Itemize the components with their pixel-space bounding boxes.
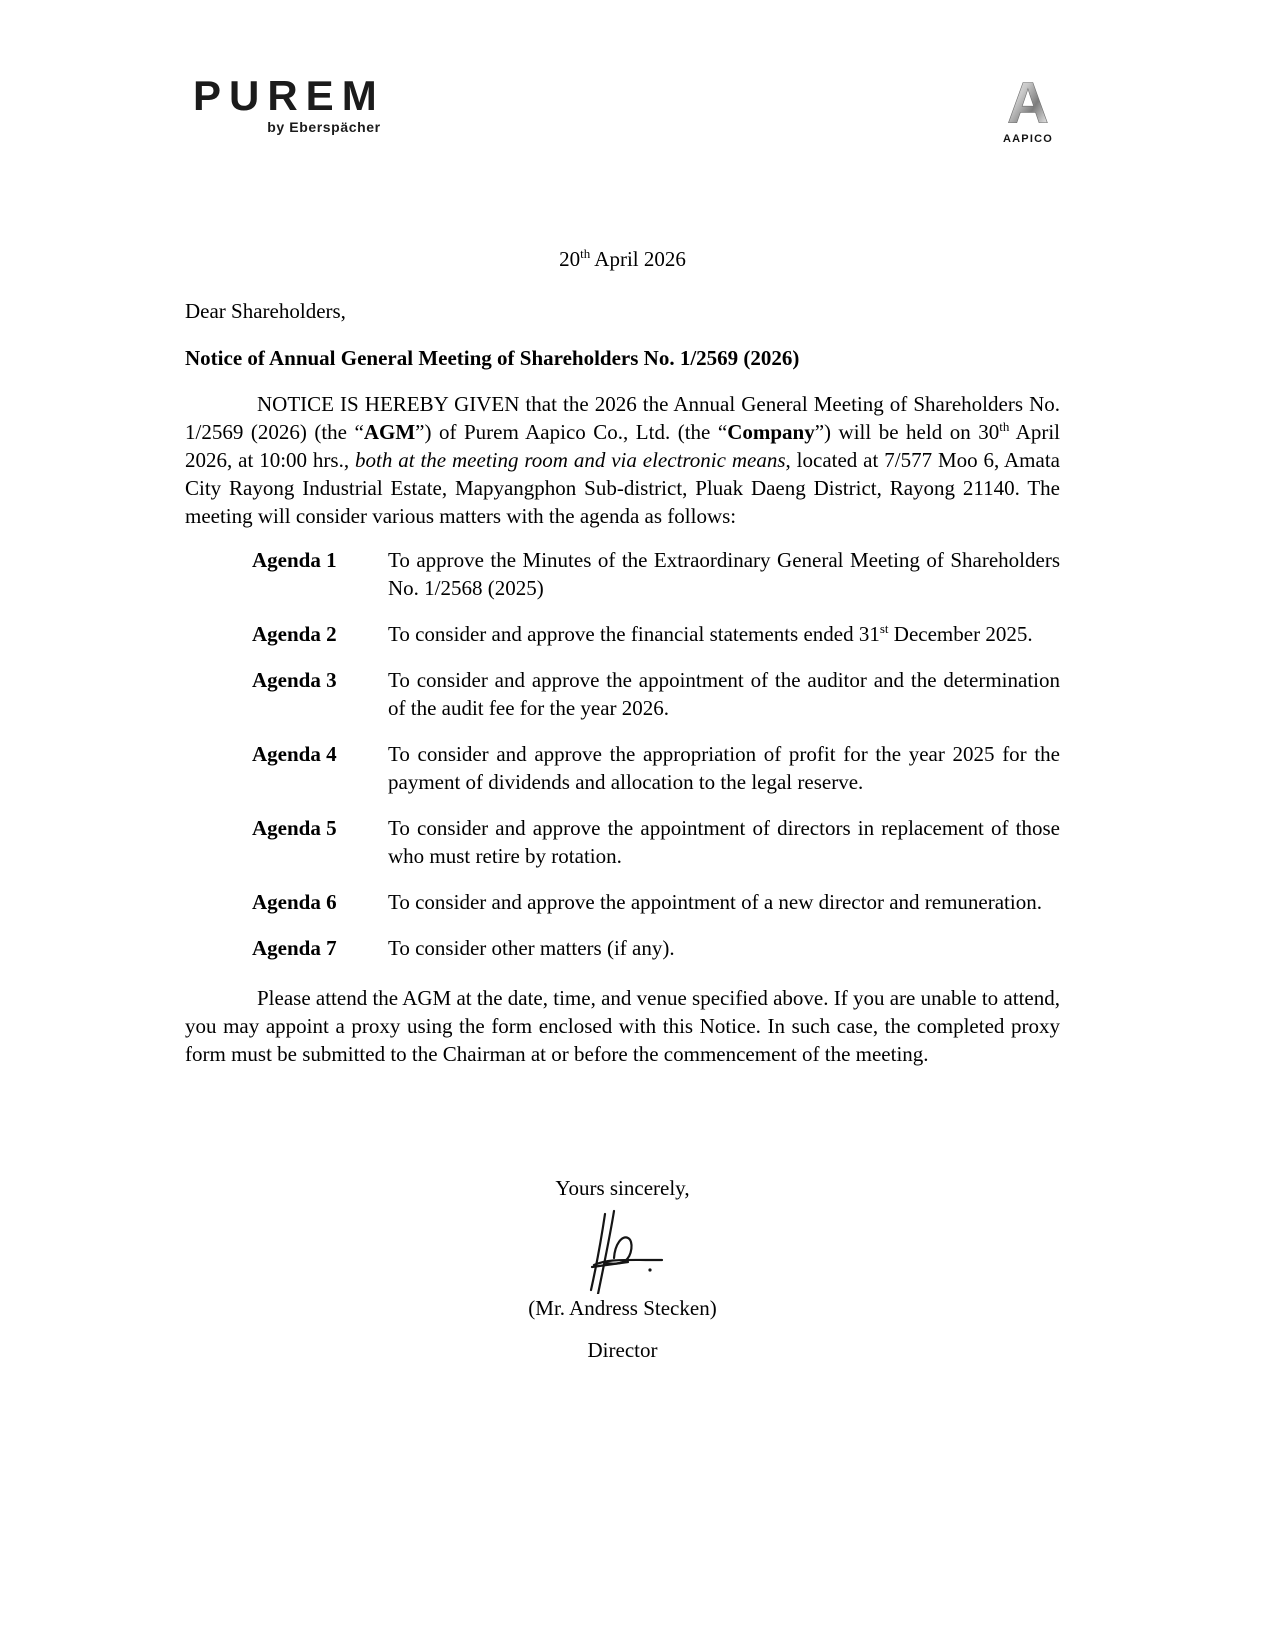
agenda-label: Agenda 4 [252,742,337,766]
date-line: 20th April 2026 [559,246,686,271]
agenda-label: Agenda 2 [252,622,337,646]
letterhead [185,72,1060,145]
signoff: Yours sincerely, [555,1176,690,1200]
agenda-row-6 [185,888,1060,916]
agenda-list [185,546,1060,962]
closing-paragraph: Please attend the AGM at the date, time, and venue specified above. If you are unable to attend, you may appoint a proxy using the form enclosed with this Notice. In such case, the completed proxy form must be submitted to the Chairman at or before the commencement of the meeting. [185,986,1060,1066]
signature-block [185,1174,1060,1364]
aapico-label: AAPICO [1003,133,1053,145]
agenda-row-3 [185,666,1060,722]
agenda-row-2 [185,620,1060,648]
agenda-label: Agenda 1 [252,548,337,572]
aapico-a-icon [1003,73,1053,134]
purem-logo [193,72,385,135]
agenda-row-5 [185,814,1060,870]
agenda-text: To approve the Minutes of the Extraordinary General Meeting of Shareholders No. 1/2568 (2025) [388,548,1060,600]
agenda-row-7 [185,934,1060,962]
signature-scribble-icon [558,1208,688,1294]
agenda-text: To consider and approve the appointment of the auditor and the determination of the audit fee for the year 2026. [388,668,1060,720]
agenda-text: To consider and approve the appropriation of profit for the year 2025 for the payment of dividends and allocation to the legal reserve. [388,742,1060,794]
agenda-text: To consider and approve the financial statements ended 31st December 2025. [388,621,1033,646]
signer-title: Director [587,1338,658,1362]
agenda-row-1 [185,546,1060,602]
purem-wordmark: PUREM [193,72,385,119]
agenda-label: Agenda 7 [252,936,337,960]
agenda-label: Agenda 3 [252,668,337,692]
agenda-label: Agenda 6 [252,890,337,914]
agenda-text: To consider and approve the appointment of directors in replacement of those who must retire by rotation. [388,816,1060,868]
purem-tagline: by Eberspächer [267,119,381,135]
greeting: Dear Shareholders, [185,299,346,323]
aapico-logo [996,73,1060,145]
agenda-text: To consider and approve the appointment of a new director and remuneration. [388,890,1042,914]
agenda-row-4 [185,740,1060,796]
svg-text:A: A [1007,73,1049,129]
signer-name: (Mr. Andress Stecken) [528,1296,717,1320]
subject-line: Notice of Annual General Meeting of Shareholders No. 1/2569 (2026) [185,346,800,370]
agenda-text: To consider other matters (if any). [388,936,675,960]
intro-paragraph: NOTICE IS HEREBY GIVEN that the 2026 the Annual General Meeting of Shareholders No. 1/2569 (2026) (the “AGM”) of Purem Aapico Co., Ltd. (the “Company”) will be held on 30th April 2026, at 10:00 hrs., both at the meeting room and via electronic means, located at 7/577 Moo 6, Amata City Rayong Industrial Estate, Mapyangphon Sub-district, Pluak Daeng District, Rayong 21140. The meeting will consider various matters with the agenda as follows: [185,392,1061,528]
agenda-label: Agenda 5 [252,816,337,840]
